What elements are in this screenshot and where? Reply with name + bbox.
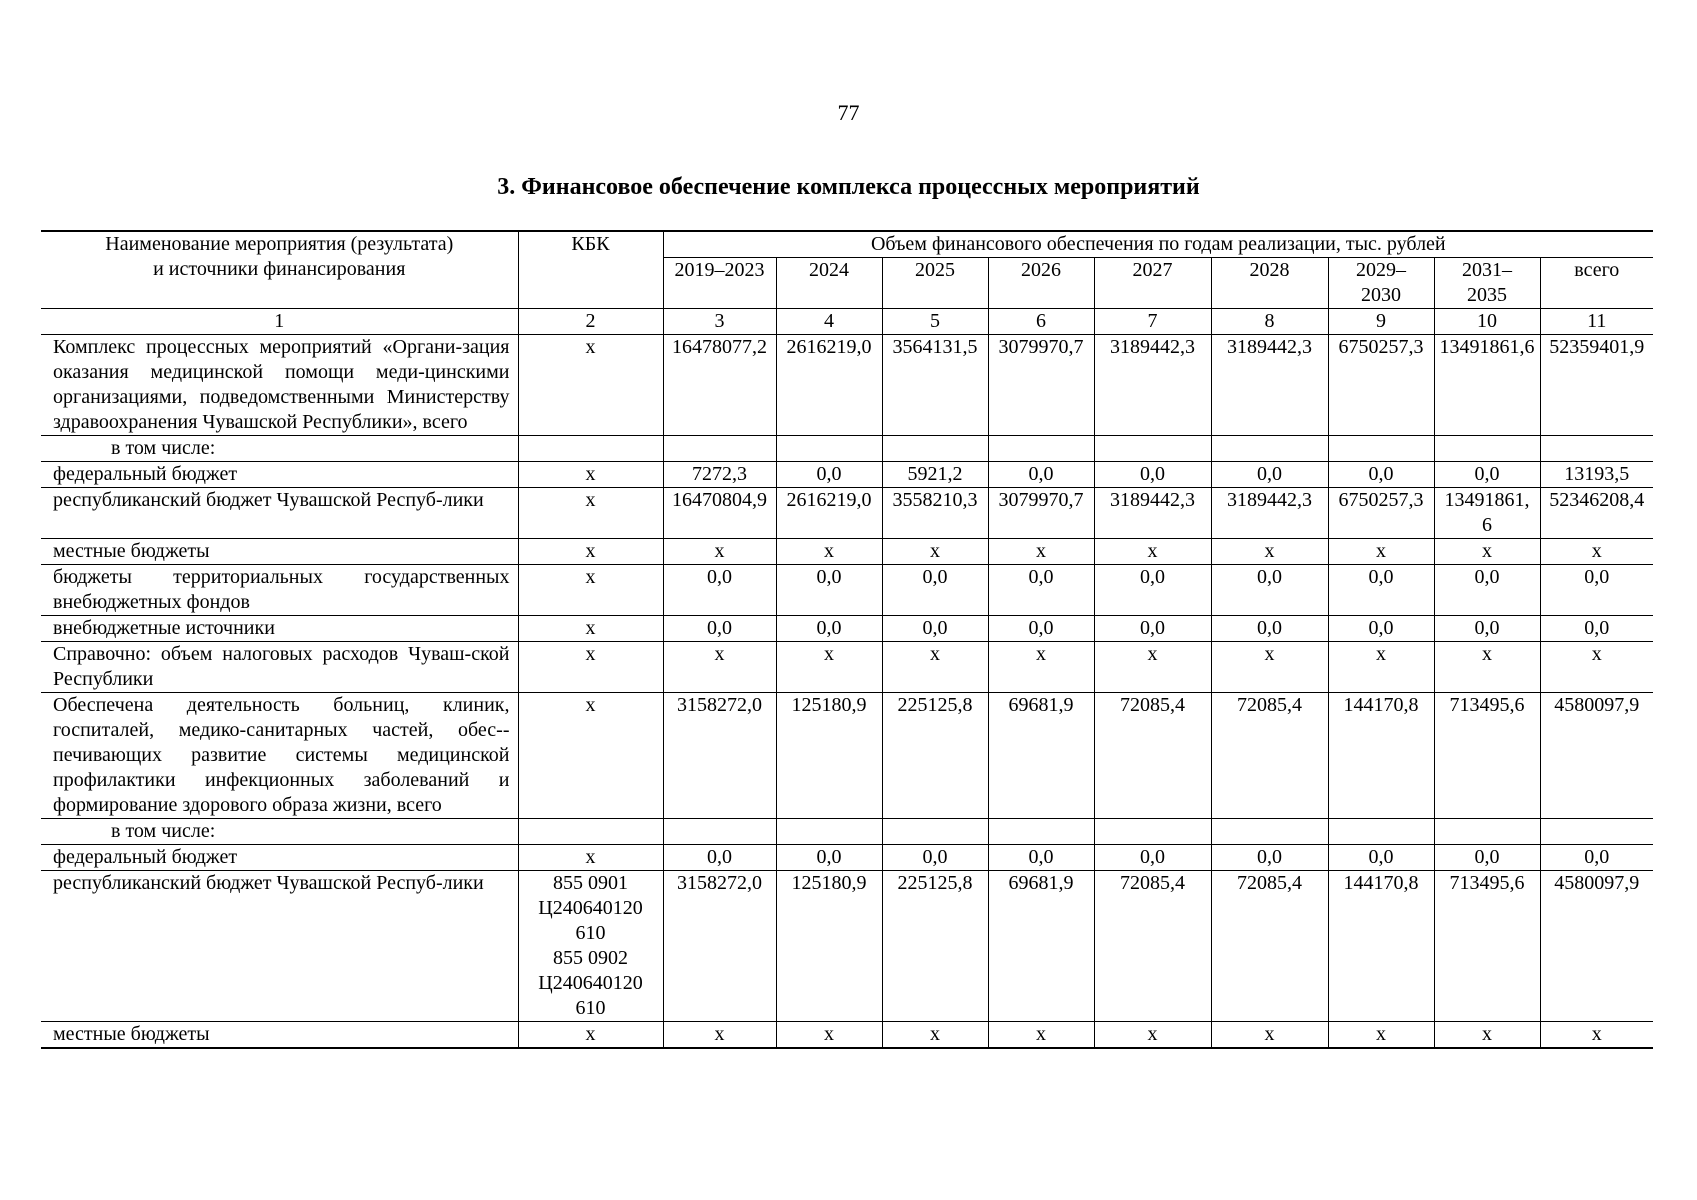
header-row-top bbox=[41, 231, 1653, 258]
value-cell: 225125,8 bbox=[882, 871, 988, 1022]
value-cell: 0,0 bbox=[1540, 616, 1653, 642]
value-cell: 3189442,3 bbox=[1094, 335, 1211, 436]
value-cell: 0,0 bbox=[1328, 462, 1434, 488]
row-name: Справочно: объем налоговых расходов Чуваш-ской Республики bbox=[41, 642, 518, 693]
value-cell: 13491861, 6 bbox=[1434, 488, 1540, 539]
column-number-3: 3 bbox=[663, 309, 776, 335]
table-row bbox=[41, 565, 1653, 616]
value-cell: 3558210,3 bbox=[882, 488, 988, 539]
value-cell: 6750257,3 bbox=[1328, 488, 1434, 539]
value-cell: 0,0 bbox=[1094, 616, 1211, 642]
value-cell: 5921,2 bbox=[882, 462, 988, 488]
column-number-2: 2 bbox=[518, 309, 663, 335]
table-row bbox=[41, 1022, 1653, 1049]
value-cell: 0,0 bbox=[663, 616, 776, 642]
value-cell: 3079970,7 bbox=[988, 335, 1094, 436]
row-name: федеральный бюджет bbox=[41, 845, 518, 871]
value-cell: 3189442,3 bbox=[1211, 335, 1328, 436]
value-cell: 0,0 bbox=[1328, 616, 1434, 642]
value-cell: 0,0 bbox=[1540, 845, 1653, 871]
row-name: местные бюджеты bbox=[41, 539, 518, 565]
value-cell: х bbox=[776, 1022, 882, 1049]
column-number-11: 11 bbox=[1540, 309, 1653, 335]
value-cell: 0,0 bbox=[776, 565, 882, 616]
page-number: 77 bbox=[837, 100, 860, 125]
row-name: местные бюджеты bbox=[41, 1022, 518, 1049]
row-kbk: х bbox=[518, 565, 663, 616]
value-cell bbox=[988, 436, 1094, 462]
value-cell: 0,0 bbox=[988, 565, 1094, 616]
value-cell: 225125,8 bbox=[882, 693, 988, 819]
table-row bbox=[41, 819, 1653, 845]
value-cell: 0,0 bbox=[1328, 565, 1434, 616]
value-cell: 72085,4 bbox=[1094, 693, 1211, 819]
row-name: федеральный бюджет bbox=[41, 462, 518, 488]
value-cell: 0,0 bbox=[988, 616, 1094, 642]
header-year-7: 2029– 2030 bbox=[1328, 258, 1434, 309]
value-cell: 72085,4 bbox=[1211, 871, 1328, 1022]
value-cell: 125180,9 bbox=[776, 871, 882, 1022]
value-cell: х bbox=[882, 539, 988, 565]
value-cell: х bbox=[1434, 1022, 1540, 1049]
value-cell: х bbox=[1211, 642, 1328, 693]
value-cell: 13491861,6 bbox=[1434, 335, 1540, 436]
value-cell: х bbox=[1094, 642, 1211, 693]
value-cell: х bbox=[1540, 642, 1653, 693]
value-cell: 713495,6 bbox=[1434, 871, 1540, 1022]
column-number-7: 7 bbox=[1094, 309, 1211, 335]
row-kbk: х bbox=[518, 642, 663, 693]
value-cell: х bbox=[1094, 1022, 1211, 1049]
column-number-4: 4 bbox=[776, 309, 882, 335]
table-row bbox=[41, 845, 1653, 871]
value-cell: х bbox=[882, 1022, 988, 1049]
value-cell: х bbox=[1094, 539, 1211, 565]
value-cell bbox=[882, 436, 988, 462]
column-number-6: 6 bbox=[988, 309, 1094, 335]
value-cell: 0,0 bbox=[988, 462, 1094, 488]
row-subheading: в том числе: bbox=[41, 436, 518, 462]
value-cell: х bbox=[776, 642, 882, 693]
value-cell bbox=[1094, 436, 1211, 462]
row-kbk: х bbox=[518, 1022, 663, 1049]
row-kbk: х bbox=[518, 845, 663, 871]
value-cell: 0,0 bbox=[776, 462, 882, 488]
value-cell: 0,0 bbox=[1211, 845, 1328, 871]
value-cell: 3158272,0 bbox=[663, 871, 776, 1022]
value-cell: х bbox=[988, 642, 1094, 693]
section-title: 3. Финансовое обеспечение комплекса процессных мероприятий bbox=[497, 174, 1200, 200]
value-cell: 0,0 bbox=[1434, 462, 1540, 488]
value-cell: 3158272,0 bbox=[663, 693, 776, 819]
value-cell bbox=[663, 819, 776, 845]
row-name: бюджеты территориальных государственных внебюджетных фондов bbox=[41, 565, 518, 616]
value-cell bbox=[776, 819, 882, 845]
value-cell bbox=[1211, 436, 1328, 462]
value-cell: х bbox=[663, 539, 776, 565]
value-cell: 0,0 bbox=[1211, 565, 1328, 616]
header-volume-group: Объем финансового обеспечения по годам реализации, тыс. рублей bbox=[663, 231, 1653, 258]
table-row bbox=[41, 871, 1653, 1022]
row-name: Комплекс процессных мероприятий «Органи-зация оказания медицинской помощи меди-цинскими организациями, подведомственными Министерству здравоохранения Чувашской Республики», всего bbox=[41, 335, 518, 436]
value-cell: 0,0 bbox=[1094, 462, 1211, 488]
value-cell bbox=[1434, 819, 1540, 845]
value-cell: 0,0 bbox=[988, 845, 1094, 871]
value-cell bbox=[1540, 819, 1653, 845]
value-cell: 16470804,9 bbox=[663, 488, 776, 539]
value-cell: х bbox=[988, 539, 1094, 565]
value-cell: х bbox=[663, 1022, 776, 1049]
row-name: Обеспечена деятельность больниц, клиник, госпиталей, медико-санитарных частей, обес-печивающих развитие системы медицинской профилактики инфекционных заболеваний и формирование здорового образа жизни, всего bbox=[41, 693, 518, 819]
value-cell: х bbox=[1540, 1022, 1653, 1049]
header-year-2: 2024 bbox=[776, 258, 882, 309]
header-year-5: 2027 bbox=[1094, 258, 1211, 309]
value-cell: 0,0 bbox=[776, 616, 882, 642]
row-kbk bbox=[518, 436, 663, 462]
row-subheading: в том числе: bbox=[41, 819, 518, 845]
value-cell: х bbox=[1211, 1022, 1328, 1049]
row-kbk: х bbox=[518, 335, 663, 436]
value-cell: 3564131,5 bbox=[882, 335, 988, 436]
value-cell: 0,0 bbox=[882, 845, 988, 871]
header-row-column-numbers bbox=[41, 309, 1653, 335]
value-cell: 3079970,7 bbox=[988, 488, 1094, 539]
value-cell: 2616219,0 bbox=[776, 335, 882, 436]
table-row bbox=[41, 488, 1653, 539]
value-cell bbox=[1328, 436, 1434, 462]
header-year-3: 2025 bbox=[882, 258, 988, 309]
value-cell: 0,0 bbox=[663, 565, 776, 616]
value-cell: х bbox=[1328, 539, 1434, 565]
value-cell: 69681,9 bbox=[988, 693, 1094, 819]
value-cell: 7272,3 bbox=[663, 462, 776, 488]
value-cell bbox=[1094, 819, 1211, 845]
row-name: внебюджетные источники bbox=[41, 616, 518, 642]
table-row bbox=[41, 693, 1653, 819]
value-cell: 52346208,4 bbox=[1540, 488, 1653, 539]
value-cell: 4580097,9 bbox=[1540, 693, 1653, 819]
row-kbk: х bbox=[518, 616, 663, 642]
value-cell: 0,0 bbox=[776, 845, 882, 871]
row-kbk: 855 0901 Ц240640120 610 855 0902 Ц240640120 610 bbox=[518, 871, 663, 1022]
value-cell: х bbox=[1211, 539, 1328, 565]
value-cell: 72085,4 bbox=[1094, 871, 1211, 1022]
column-number-9: 9 bbox=[1328, 309, 1434, 335]
value-cell: 6750257,3 bbox=[1328, 335, 1434, 436]
value-cell: 69681,9 bbox=[988, 871, 1094, 1022]
value-cell: 16478077,2 bbox=[663, 335, 776, 436]
table-row bbox=[41, 335, 1653, 436]
value-cell: 52359401,9 bbox=[1540, 335, 1653, 436]
value-cell: 0,0 bbox=[1434, 616, 1540, 642]
value-cell: 72085,4 bbox=[1211, 693, 1328, 819]
header-year-4: 2026 bbox=[988, 258, 1094, 309]
value-cell: х bbox=[776, 539, 882, 565]
value-cell: 713495,6 bbox=[1434, 693, 1540, 819]
value-cell: 0,0 bbox=[1094, 845, 1211, 871]
header-kbk-column: КБК bbox=[518, 231, 663, 309]
header-year-9: всего bbox=[1540, 258, 1653, 309]
column-number-10: 10 bbox=[1434, 309, 1540, 335]
value-cell bbox=[882, 819, 988, 845]
column-number-1: 1 bbox=[41, 309, 518, 335]
value-cell: 0,0 bbox=[1328, 845, 1434, 871]
value-cell: х bbox=[1328, 642, 1434, 693]
value-cell: х bbox=[663, 642, 776, 693]
value-cell: х bbox=[988, 1022, 1094, 1049]
header-year-8: 2031– 2035 bbox=[1434, 258, 1540, 309]
value-cell: 0,0 bbox=[1434, 845, 1540, 871]
value-cell: 0,0 bbox=[1211, 616, 1328, 642]
row-name: республиканский бюджет Чувашской Респуб-лики bbox=[41, 488, 518, 539]
row-name: республиканский бюджет Чувашской Респуб-лики bbox=[41, 871, 518, 1022]
value-cell: 0,0 bbox=[663, 845, 776, 871]
row-kbk: х bbox=[518, 462, 663, 488]
value-cell bbox=[1540, 436, 1653, 462]
row-kbk bbox=[518, 819, 663, 845]
value-cell: 125180,9 bbox=[776, 693, 882, 819]
value-cell: 0,0 bbox=[882, 565, 988, 616]
value-cell: 2616219,0 bbox=[776, 488, 882, 539]
value-cell: 144170,8 bbox=[1328, 871, 1434, 1022]
header-name-column: Наименование мероприятия (результата) и источники финансирования bbox=[41, 231, 518, 309]
value-cell: 144170,8 bbox=[1328, 693, 1434, 819]
row-kbk: х bbox=[518, 539, 663, 565]
value-cell: х bbox=[1540, 539, 1653, 565]
row-kbk: х bbox=[518, 693, 663, 819]
value-cell bbox=[1211, 819, 1328, 845]
column-number-5: 5 bbox=[882, 309, 988, 335]
value-cell: 0,0 bbox=[1211, 462, 1328, 488]
value-cell: 4580097,9 bbox=[1540, 871, 1653, 1022]
value-cell: 3189442,3 bbox=[1211, 488, 1328, 539]
header-year-1: 2019–2023 bbox=[663, 258, 776, 309]
value-cell bbox=[663, 436, 776, 462]
value-cell: 0,0 bbox=[882, 616, 988, 642]
row-kbk: х bbox=[518, 488, 663, 539]
column-number-8: 8 bbox=[1211, 309, 1328, 335]
value-cell: х bbox=[1434, 642, 1540, 693]
financing-table bbox=[41, 230, 1653, 1049]
value-cell bbox=[988, 819, 1094, 845]
value-cell: 0,0 bbox=[1540, 565, 1653, 616]
value-cell bbox=[1434, 436, 1540, 462]
table-row bbox=[41, 539, 1653, 565]
value-cell: х bbox=[882, 642, 988, 693]
value-cell: х bbox=[1328, 1022, 1434, 1049]
value-cell bbox=[776, 436, 882, 462]
table-row bbox=[41, 616, 1653, 642]
table-row bbox=[41, 436, 1653, 462]
table-row bbox=[41, 642, 1653, 693]
header-year-6: 2028 bbox=[1211, 258, 1328, 309]
value-cell: х bbox=[1434, 539, 1540, 565]
value-cell: 13193,5 bbox=[1540, 462, 1653, 488]
table-row bbox=[41, 462, 1653, 488]
value-cell: 3189442,3 bbox=[1094, 488, 1211, 539]
value-cell: 0,0 bbox=[1094, 565, 1211, 616]
value-cell bbox=[1328, 819, 1434, 845]
value-cell: 0,0 bbox=[1434, 565, 1540, 616]
